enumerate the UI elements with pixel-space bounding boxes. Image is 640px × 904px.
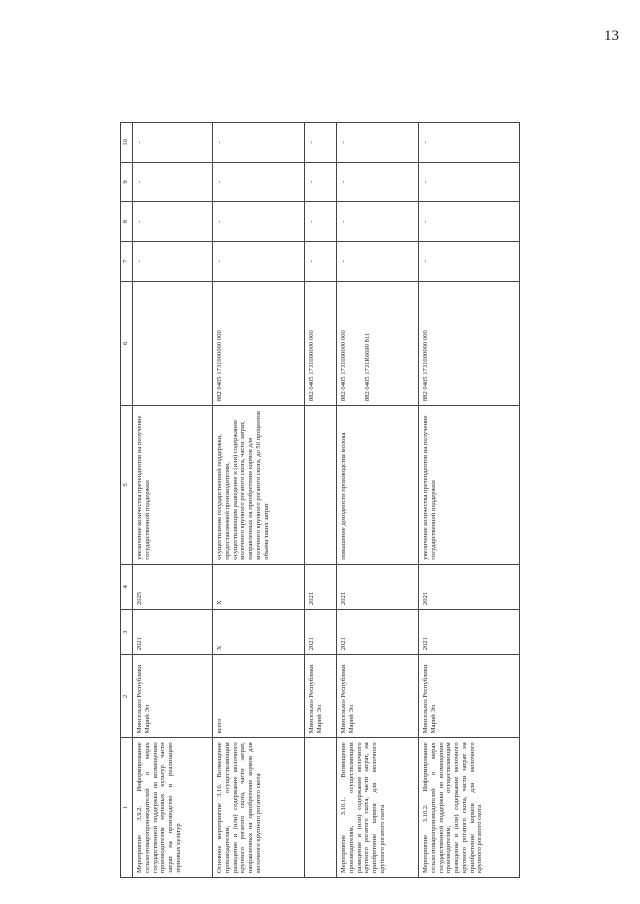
budget-code-cell bbox=[305, 281, 337, 406]
executor-cell: Минсельхоз Республики Марий Эл bbox=[337, 655, 419, 738]
value-cell: - bbox=[305, 123, 337, 163]
start-year-cell: 2021 bbox=[337, 609, 419, 654]
end-year-cell: 2021 bbox=[337, 564, 419, 609]
table-row bbox=[305, 123, 337, 878]
budget-code-cell bbox=[213, 281, 305, 406]
expected-result-cell: повышение доходности производства молока bbox=[337, 406, 419, 565]
start-year-cell: 2021 bbox=[419, 609, 520, 654]
column-number: 1 bbox=[121, 738, 133, 878]
value-cell: - bbox=[133, 162, 213, 202]
value-cell: - bbox=[133, 241, 213, 281]
executor-cell: Минсельхоз Республики Марий Эл bbox=[419, 655, 520, 738]
measure-cell: Мероприятие 3.10.1. Возмещение производителям, осуществляющим разведение и (или) содержание молочного крупного рогатого скота, части затрат, на приобретение кормов для молочного крупного рогатого скота bbox=[337, 738, 419, 878]
value-cell: - bbox=[337, 123, 419, 163]
executor-cell: Минсельхоз Республики Марий Эл bbox=[133, 655, 213, 738]
budget-code: 882 0405 1731000000 000 bbox=[308, 330, 315, 402]
value-cell: - bbox=[133, 123, 213, 163]
start-year-cell: 2021 bbox=[305, 609, 337, 654]
value-cell: - bbox=[337, 162, 419, 202]
budget-code-cell bbox=[133, 281, 213, 406]
column-number: 7 bbox=[121, 241, 133, 281]
value-cell: - bbox=[213, 241, 305, 281]
value-cell: - bbox=[213, 202, 305, 242]
column-number: 9 bbox=[121, 162, 133, 202]
table-row bbox=[213, 123, 305, 878]
budget-code-secondary: 882 0405 1731R6690 811 bbox=[363, 332, 371, 402]
table-row bbox=[419, 123, 520, 878]
table-row bbox=[337, 123, 419, 878]
value-cell: - bbox=[305, 162, 337, 202]
start-year-cell: 2021 bbox=[133, 609, 213, 654]
column-number: 5 bbox=[121, 406, 133, 565]
value-cell: - bbox=[419, 202, 520, 242]
start-year-cell: X bbox=[213, 609, 305, 654]
column-number: 6 bbox=[121, 281, 133, 406]
end-year-cell: 2025 bbox=[133, 564, 213, 609]
measure-cell: Мероприятие 3.10.2. Информирование сельхозтоваропроизводителей о мерах государственной поддержки по возмещению производителям, осуществляющим разведение и (или) содержание молочного крупного рогатого скота, части затрат на приобретение кормов для молочного крупного рогатого скота bbox=[419, 738, 520, 878]
program-measures-table bbox=[120, 122, 520, 878]
value-cell: - bbox=[213, 123, 305, 163]
table-row bbox=[133, 123, 213, 878]
column-number: 2 bbox=[121, 655, 133, 738]
value-cell: - bbox=[305, 202, 337, 242]
value-cell: - bbox=[337, 202, 419, 242]
end-year-cell: 2021 bbox=[305, 564, 337, 609]
value-cell: - bbox=[337, 241, 419, 281]
budget-code-cell bbox=[419, 281, 520, 406]
budget-code: 882 0405 1731000000 000 bbox=[340, 330, 347, 402]
expected-result-cell bbox=[305, 406, 337, 565]
expected-result-cell: осуществление государственной поддержки, предоставляемой производителям, осуществляющим разведение и (или) содержание молочного крупного рогатого скота, части затрат, направленных на приобретение кормов для молочного крупного рогатого скота, до 50 процентов объема таких затрат bbox=[213, 406, 305, 565]
measure-cell: Основное мероприятие 3.10. Возмещение производителям, осуществляющим разведение и (или) содержание молочного крупного рогатого скота, части затрат, направленных на приобретение кормов для молочного крупного рогатого скота bbox=[213, 738, 305, 878]
expected-result-cell: увеличение количества претендентов на получение государственной поддержки bbox=[133, 406, 213, 565]
measure-cell: Мероприятие 3.9.2. Информирование сельхозтоваропроизводителей о мерах государственной поддержки по возмещению производителям зерновых культур части затрат на производство и реализацию зерновых культур bbox=[133, 738, 213, 878]
column-number: 10 bbox=[121, 123, 133, 163]
value-cell: - bbox=[419, 162, 520, 202]
end-year-cell: 2021 bbox=[419, 564, 520, 609]
value-cell: - bbox=[419, 123, 520, 163]
column-number: 3 bbox=[121, 609, 133, 654]
value-cell: - bbox=[213, 162, 305, 202]
value-cell: - bbox=[305, 241, 337, 281]
program-measures-table-container bbox=[120, 122, 520, 878]
executor-cell: всего bbox=[213, 655, 305, 738]
executor-cell: Минсельхоз Республики Марий Эл bbox=[305, 655, 337, 738]
end-year-cell: X bbox=[213, 564, 305, 609]
column-number-row bbox=[121, 123, 133, 878]
column-number: 8 bbox=[121, 202, 133, 242]
value-cell: - bbox=[419, 241, 520, 281]
value-cell: - bbox=[133, 202, 213, 242]
budget-code: 882 0405 1731000000 000 bbox=[216, 330, 223, 402]
budget-code-cell bbox=[337, 281, 419, 406]
budget-code: 882 0405 1731000000 000 bbox=[422, 330, 429, 402]
measure-cell bbox=[305, 738, 337, 878]
page-number: 13 bbox=[604, 28, 619, 44]
expected-result-cell: увеличение количества претендентов на получение государственной поддержки bbox=[419, 406, 520, 565]
column-number: 4 bbox=[121, 564, 133, 609]
